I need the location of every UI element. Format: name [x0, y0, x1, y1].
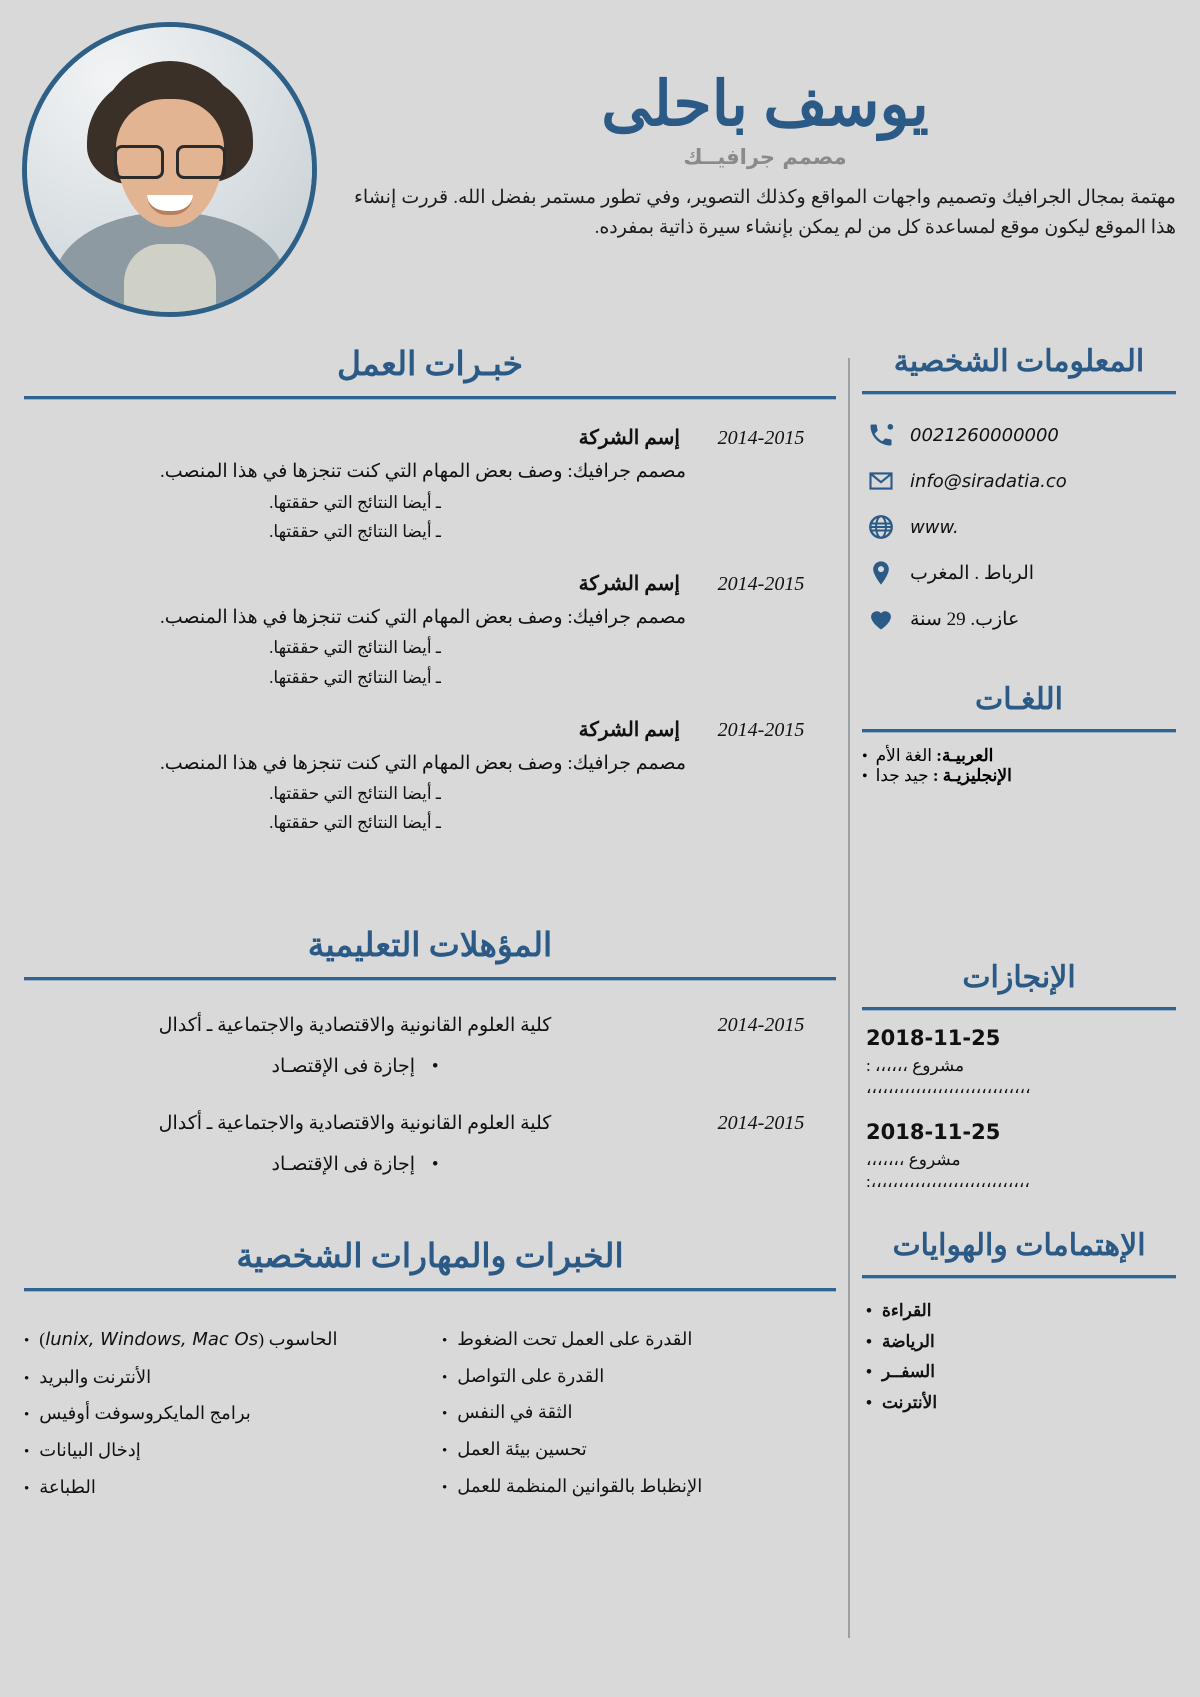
section-rule: [862, 1007, 1176, 1010]
skill-label: تحسين بيئة العمل: [457, 1439, 587, 1460]
education-degree: إجازة فى الإقتصـاد: [271, 1153, 416, 1175]
list-item: [24, 1432, 418, 1469]
experience-date: 2014-2015: [717, 427, 805, 449]
column-divider: [848, 358, 850, 1638]
experience-result: ـ أيضا النتائج التي حققتها.: [269, 813, 441, 833]
bullet-icon: •: [442, 1406, 448, 1423]
section-title-hobbies: الإهتمامات والهوايات: [892, 1229, 1146, 1262]
cv-body: [0, 330, 1200, 1638]
bullet-icon: •: [24, 1370, 30, 1387]
experience-item: [24, 717, 836, 837]
section-experience: [24, 330, 836, 837]
section-rule: [24, 977, 836, 980]
list-item: [862, 746, 1172, 766]
bullet-icon: •: [442, 1480, 448, 1497]
bullet-icon: •: [866, 1301, 872, 1320]
bullet-icon: •: [24, 1481, 30, 1498]
education-degree-row: [24, 1153, 686, 1176]
job-title: مصمم جرافيــك: [683, 145, 847, 170]
main-column: [18, 330, 836, 1638]
education-degree-row: [24, 1055, 686, 1078]
bullet-icon: •: [862, 768, 868, 785]
education-body: [24, 1112, 686, 1176]
contact-row-email[interactable]: [866, 458, 1172, 504]
hobby-label: الأنترنت: [881, 1392, 938, 1412]
experience-description: مصمم جرافيك: وصف بعض المهام التي كنت تنجزها في هذا المنصب.: [160, 461, 686, 482]
experience-date: 2014-2015: [717, 572, 805, 595]
skill-label-latin: lunix, Windows, Mac Os: [45, 1328, 259, 1350]
bullet-icon: •: [24, 1444, 30, 1461]
bullet-icon: •: [442, 1369, 448, 1386]
education-school: كلية العلوم القانونية والاقتصادية والاجتماعية ـ أكدال: [158, 1112, 552, 1134]
contact-row-location: [866, 550, 1172, 596]
bullet-icon: •: [866, 1392, 872, 1412]
list-item: [24, 1321, 418, 1359]
experience-company: إسم الشركة: [578, 427, 680, 449]
skill-label: الثقة في النفس: [457, 1402, 573, 1423]
hobby-label: القراءة: [881, 1301, 932, 1320]
header-text-block: [350, 70, 1180, 242]
profile-photo-image: [27, 27, 312, 312]
language-name: الإنجليزيـة :: [932, 766, 1012, 785]
list-item: [24, 1469, 418, 1506]
page-title: يوسف باحلى: [601, 71, 929, 139]
section-skills: [24, 1222, 836, 1506]
section-title-languages: اللغـات: [974, 683, 1064, 716]
language-name: العربيـة:: [936, 746, 994, 765]
section-rule: [862, 391, 1176, 394]
sidebar-column: [862, 330, 1182, 1638]
list-item: [866, 1296, 1172, 1327]
experience-company: إسم الشركة: [578, 718, 680, 741]
list-item: [442, 1321, 836, 1358]
list-item: [866, 1357, 1172, 1388]
bullet-icon: •: [24, 1407, 30, 1424]
experience-item: [24, 571, 836, 691]
experience-result: ـ أيضا النتائج التي حققتها.: [269, 638, 441, 658]
hobbies-list: [862, 1296, 1176, 1418]
experience-result: ـ أيضا النتائج التي حققتها.: [269, 784, 441, 804]
achievement-line-2: ،،،،،،،،،،،،،،،،،،،،،،،،،،،،،:: [866, 1172, 1030, 1191]
contact-list: [862, 412, 1176, 642]
skill-label: الإنظباط بالقوانين المنظمة للعمل: [457, 1476, 703, 1497]
skill-label-tail: ): [39, 1328, 46, 1349]
education-date: 2014-2015: [717, 1111, 805, 1134]
experience-body: [24, 717, 686, 837]
language-entry-1: [876, 766, 1012, 786]
section-title-experience: خبـرات العمل: [337, 347, 523, 383]
profile-photo: [22, 22, 317, 317]
cv-header: [0, 0, 1200, 330]
bullet-icon: •: [431, 1055, 439, 1077]
language-level: الغة الأم: [875, 746, 933, 765]
heart-icon: [866, 604, 896, 634]
list-item: [24, 1395, 418, 1432]
location-icon: [866, 558, 896, 588]
achievement-date: 2018-11-25: [866, 1120, 1001, 1144]
achievement-line-1: مشروع ،،،،،،،: [866, 1150, 961, 1169]
list-item: [442, 1358, 836, 1395]
education-item: [24, 1112, 836, 1176]
phone-value: 0021260000000: [910, 424, 1059, 446]
language-entry-0: [876, 746, 994, 766]
experience-description: مصمم جرافيك: وصف بعض المهام التي كنت تنجزها في هذا المنصب.: [160, 752, 686, 774]
section-hobbies: [862, 1214, 1176, 1418]
section-languages: [862, 668, 1176, 786]
section-education: [24, 911, 836, 1176]
section-rule: [24, 396, 836, 399]
skills-columns: [24, 1321, 836, 1506]
education-item: [24, 1014, 836, 1078]
education-body: [24, 1014, 686, 1078]
section-rule: [862, 729, 1176, 732]
experience-date: 2014-2015: [717, 718, 805, 741]
section-personal-info: [862, 330, 1176, 642]
education-date: 2014-2015: [717, 1013, 805, 1036]
skills-personal-column: [442, 1321, 836, 1506]
contact-row-website[interactable]: [866, 504, 1172, 550]
skill-label: القدرة على العمل تحت الضغوط: [457, 1328, 693, 1349]
section-rule: [862, 1275, 1176, 1278]
hobby-label: الرياضة: [881, 1331, 935, 1351]
phone-icon: [866, 420, 896, 450]
hobby-label: السفــر: [881, 1362, 935, 1382]
language-level: جيد جدا: [875, 766, 929, 785]
skills-technical-column: [24, 1321, 418, 1506]
bullet-icon: •: [431, 1153, 439, 1175]
achievement-line-1: مشروع ،،،،،، :: [866, 1056, 965, 1075]
website-value: www.: [910, 516, 959, 538]
section-title-personal-info: المعلومات الشخصية: [893, 345, 1145, 378]
experience-item: [24, 425, 836, 545]
achievements-list: [862, 1026, 1176, 1192]
bullet-icon: •: [24, 1332, 30, 1349]
skill-label: إدخال البيانات: [39, 1440, 141, 1461]
education-school: كلية العلوم القانونية والاقتصادية والاجتماعية ـ أكدال: [158, 1014, 552, 1036]
list-item: [866, 1120, 1172, 1192]
experience-company: إسم الشركة: [578, 572, 680, 595]
location-value: الرباط . المغرب: [910, 562, 1035, 584]
skill-label: القدرة على التواصل: [457, 1365, 605, 1386]
list-item: [442, 1431, 836, 1468]
list-item: [442, 1468, 836, 1505]
experience-result: ـ أيضا النتائج التي حققتها.: [269, 667, 441, 687]
experience-body: [24, 571, 686, 691]
skill-label: الأنترنت والبريد: [39, 1366, 152, 1387]
list-item: [866, 1388, 1172, 1419]
section-title-achievements: الإنجازات: [962, 961, 1076, 994]
list-item: [862, 766, 1172, 786]
marital-status-value: عازب. 29 سنة: [910, 608, 1020, 630]
experience-result: ـ أيضا النتائج التي حققتها.: [269, 492, 441, 512]
section-title-education: المؤهلات التعليمية: [307, 927, 553, 964]
profile-summary: مهتمة بمجال الجرافيك وتصميم واجهات المواقع وكذلك التصوير، وفي تطور مستمر بفضل الله. قررت إنشاء هذا الموقع ليكون موقع لمساعدة كل من لم يمكن بإنشاء سيرة ذاتية بمفرده.: [354, 187, 1176, 238]
skill-label: الطباعة: [39, 1477, 96, 1498]
section-title-skills: الخبرات والمهارات الشخصية: [236, 1238, 624, 1275]
photo-shirt: [124, 244, 216, 312]
languages-list: [862, 746, 1176, 786]
list-item: [24, 1359, 418, 1396]
experience-result: ـ أيضا النتائج التي حققتها.: [269, 521, 441, 541]
list-item: [866, 1026, 1172, 1098]
skill-label: برامج المايكروسوفت أوفيس: [39, 1403, 251, 1424]
bullet-icon: •: [866, 1362, 872, 1382]
list-item: [866, 1327, 1172, 1358]
list-item: [442, 1394, 836, 1431]
glasses-icon: [114, 145, 226, 175]
section-rule: [24, 1288, 836, 1291]
email-value: info@siradatia.co: [910, 470, 1067, 492]
achievement-date: 2018-11-25: [866, 1026, 1001, 1050]
education-degree: إجازة فى الإقتصـاد: [271, 1055, 416, 1077]
bullet-icon: •: [866, 1331, 872, 1351]
globe-icon: [866, 512, 896, 542]
contact-row-phone[interactable]: [866, 412, 1172, 458]
section-achievements: [862, 946, 1176, 1192]
bullet-icon: •: [862, 748, 868, 765]
experience-description: مصمم جرافيك: وصف بعض المهام التي كنت تنجزها في هذا المنصب.: [160, 606, 686, 628]
achievement-line-2: ،،،،،،،،،،،،،،،،،،،،،،،،،،،،،،: [866, 1078, 1031, 1097]
bullet-icon: •: [442, 1443, 448, 1460]
skill-label-composite: [39, 1321, 337, 1359]
contact-row-marital-status: [866, 596, 1172, 642]
envelope-icon: [866, 466, 896, 496]
bullet-icon: •: [442, 1332, 448, 1349]
skill-label: الحاسوب (: [258, 1328, 338, 1349]
experience-body: [24, 425, 686, 545]
